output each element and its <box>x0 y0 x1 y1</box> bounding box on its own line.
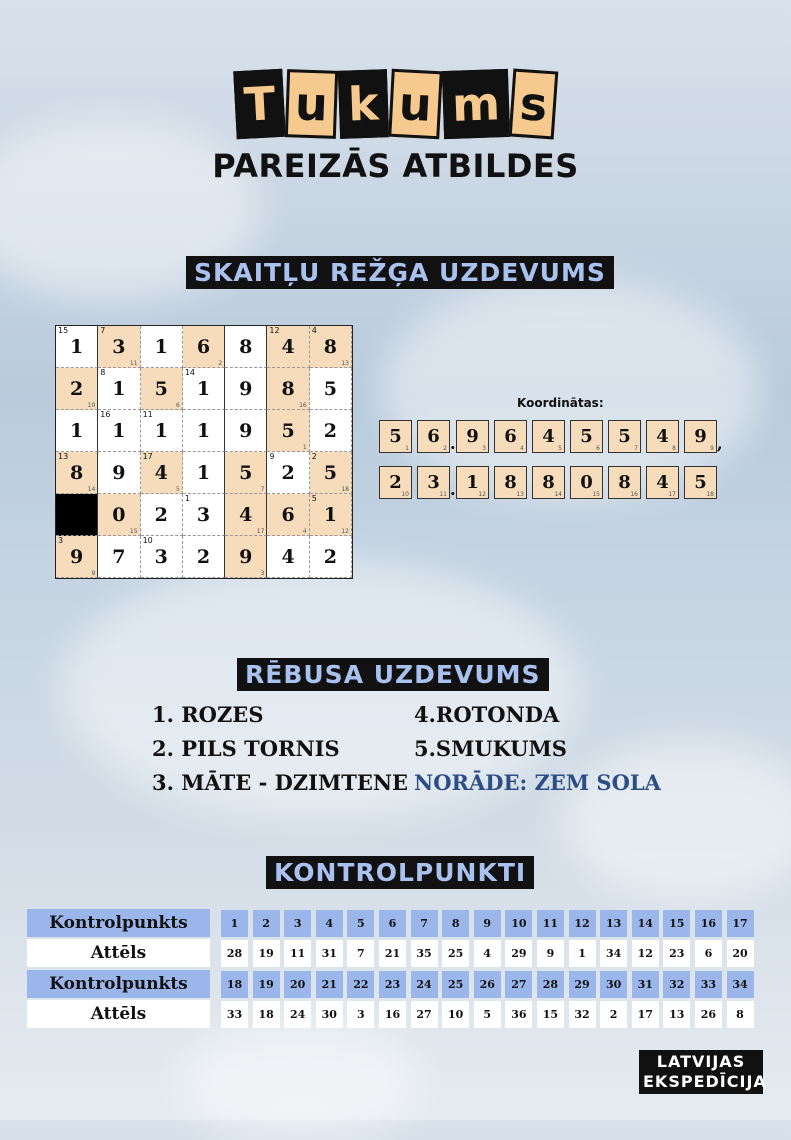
logo-line: LATVIJAS <box>656 1052 746 1071</box>
grid-cell <box>98 410 140 452</box>
kontrol-point: 5 <box>347 910 374 937</box>
cell-order: 6 <box>176 402 180 409</box>
grid-cell <box>267 452 309 494</box>
cell-value: 2 <box>323 545 337 568</box>
digit-value: 1 <box>466 472 479 493</box>
grid-cell <box>225 452 267 494</box>
title-logo <box>235 70 556 138</box>
title-letter: k <box>338 69 389 139</box>
coordinates-row-longitude <box>379 466 722 499</box>
cell-index: 15 <box>58 326 69 335</box>
rebus-answers-left <box>152 698 408 800</box>
cell-value: 5 <box>239 461 253 484</box>
coordinate-digit <box>379 466 412 499</box>
grid-cell <box>267 494 309 536</box>
cell-index: 3 <box>58 536 64 545</box>
digit-order: 9 <box>710 445 714 452</box>
rebus-answer: 3. MĀTE - DZIMTENE <box>152 770 409 795</box>
image-number: 16 <box>379 1001 406 1028</box>
kontrol-point: 11 <box>537 910 564 937</box>
grid-cell <box>267 326 309 368</box>
section-heading-kontrol: KONTROLPUNKTI <box>266 856 534 889</box>
cell-value: 1 <box>196 377 211 400</box>
cell-value: 9 <box>112 461 126 484</box>
cell-index: 8 <box>100 368 106 377</box>
digit-order: 2 <box>443 445 447 452</box>
image-number: 9 <box>537 940 564 967</box>
cell-value: 2 <box>154 503 168 526</box>
cell-value: 2 <box>323 419 337 442</box>
grid-cell <box>267 536 309 578</box>
grid-cell <box>141 368 183 410</box>
kontrol-point: 14 <box>632 910 659 937</box>
digit-order: 8 <box>672 445 676 452</box>
cell-index: 5 <box>311 494 317 503</box>
digit-order: 3 <box>482 445 486 452</box>
image-number: 26 <box>695 1001 722 1028</box>
image-number: 5 <box>474 1001 501 1028</box>
digit-value: 4 <box>656 472 669 493</box>
kontrol-point: 27 <box>505 971 532 998</box>
image-number: 10 <box>442 1001 469 1028</box>
cell-value: 9 <box>239 545 253 568</box>
kontrol-point: 28 <box>537 971 564 998</box>
kontrol-point: 3 <box>284 910 311 937</box>
cell-order: 14 <box>87 486 96 493</box>
grid-cell <box>183 536 225 578</box>
section-heading-rebus: RĒBUSA UZDEVUMS <box>237 658 549 691</box>
cell-value: 3 <box>112 335 126 358</box>
image-number: 12 <box>632 940 659 967</box>
grid-cell <box>310 410 352 452</box>
cell-value: 1 <box>323 503 337 526</box>
kontrol-point: 19 <box>253 971 280 998</box>
kontrol-point: 1 <box>221 910 248 937</box>
image-number: 6 <box>695 940 722 967</box>
cell-index: 7 <box>100 326 106 335</box>
cell-value: 8 <box>239 335 253 358</box>
image-number: 25 <box>442 940 469 967</box>
cell-index: 4 <box>311 326 317 335</box>
image-number: 35 <box>411 940 438 967</box>
image-number: 8 <box>727 1001 754 1028</box>
grid-cell <box>183 452 225 494</box>
rebus-answer: 4.ROTONDA <box>414 702 560 727</box>
digit-value: 4 <box>656 426 669 447</box>
cell-value: 8 <box>323 335 337 358</box>
digit-order: 5 <box>558 445 562 452</box>
cell-order: 9 <box>91 570 96 577</box>
image-number: 1 <box>569 940 596 967</box>
image-number: 33 <box>221 1001 248 1028</box>
image-number: 20 <box>727 940 754 967</box>
coordinate-digit <box>532 420 565 453</box>
digit-value: 9 <box>466 426 479 447</box>
coordinate-digit <box>684 420 717 453</box>
digit-order: 14 <box>554 491 562 498</box>
digit-order: 10 <box>401 491 409 498</box>
grid-cell <box>310 326 352 368</box>
grid-cell <box>310 452 352 494</box>
coordinate-digit <box>417 420 450 453</box>
grid-cell <box>183 326 225 368</box>
kontrol-point: 31 <box>632 971 659 998</box>
digit-value: 4 <box>542 426 555 447</box>
grid-cell <box>141 536 183 578</box>
coordinate-digit <box>417 466 450 499</box>
digit-value: 6 <box>504 426 517 447</box>
kontrol-point: 15 <box>663 910 690 937</box>
cell-order: 10 <box>87 402 96 409</box>
coordinate-separator: . <box>450 434 456 453</box>
digit-value: 5 <box>389 426 402 447</box>
image-number: 31 <box>316 940 343 967</box>
kontrol-point: 17 <box>727 910 754 937</box>
digit-order: 1 <box>405 445 409 452</box>
cell-value: 1 <box>112 419 126 442</box>
cell-value: 1 <box>154 335 168 358</box>
cell-value: 4 <box>154 461 168 484</box>
digit-order: 13 <box>516 491 524 498</box>
digit-value: 6 <box>427 426 440 447</box>
image-number: 23 <box>663 940 690 967</box>
image-number: 21 <box>379 940 406 967</box>
kontrol-point: 18 <box>221 971 248 998</box>
image-number: 7 <box>347 940 374 967</box>
coordinate-digit <box>608 420 641 453</box>
image-label: Attēls <box>27 1000 210 1028</box>
title-letter: u <box>285 69 338 139</box>
kontrol-row-images <box>27 1000 758 1028</box>
kontrol-point: 25 <box>442 971 469 998</box>
kontrol-point: 10 <box>505 910 532 937</box>
title-letter: u <box>388 69 442 140</box>
image-number: 29 <box>505 940 532 967</box>
cell-value: 8 <box>281 377 295 400</box>
title-letter: m <box>441 69 509 139</box>
rebus-answers-right <box>414 698 661 800</box>
grid-cell <box>56 452 98 494</box>
kontrol-point: 32 <box>663 971 690 998</box>
rebus-hint: NORĀDE: ZEM SOLA <box>414 770 661 795</box>
digit-value: 8 <box>542 472 555 493</box>
digit-value: 9 <box>694 426 707 447</box>
cell-index: 10 <box>142 536 153 545</box>
coordinate-digit <box>608 466 641 499</box>
title <box>0 70 791 138</box>
image-number: 28 <box>221 940 248 967</box>
coordinate-digit <box>532 466 565 499</box>
kontrol-point: 8 <box>442 910 469 937</box>
cell-value: 3 <box>196 503 211 526</box>
grid-cell <box>225 536 267 578</box>
digit-value: 5 <box>618 426 631 447</box>
cell-value: 1 <box>70 419 84 442</box>
cell-index: 1 <box>184 494 190 503</box>
cell-value: 5 <box>323 461 337 484</box>
cell-order: 12 <box>341 528 349 535</box>
cell-index: 14 <box>184 368 196 377</box>
digit-order: 12 <box>478 491 486 498</box>
grid-cell <box>225 494 267 536</box>
digit-order: 17 <box>668 491 676 498</box>
grid-cell <box>56 326 98 368</box>
image-number: 34 <box>600 940 627 967</box>
image-number: 2 <box>600 1001 627 1028</box>
kontrol-point: 29 <box>569 971 596 998</box>
cell-order: 16 <box>299 402 307 409</box>
kontrol-point: 20 <box>284 971 311 998</box>
cell-value: 2 <box>196 545 211 568</box>
cloud <box>180 1020 420 1140</box>
kontrol-point: 30 <box>600 971 627 998</box>
grid-cell <box>310 368 352 410</box>
kontrol-point: 34 <box>727 971 754 998</box>
number-grid <box>55 325 353 579</box>
cell-index: 17 <box>142 452 153 461</box>
grid-cell <box>183 368 225 410</box>
cell-value: 9 <box>70 545 84 568</box>
grid-cell <box>98 368 140 410</box>
cell-order: 4 <box>302 528 307 535</box>
cell-index: 2 <box>311 452 317 461</box>
cell-value: 5 <box>323 377 337 400</box>
grid-cell <box>183 410 225 452</box>
digit-order: 6 <box>596 445 600 452</box>
image-number: 19 <box>253 940 280 967</box>
cell-value: 4 <box>281 335 295 358</box>
coordinate-separator: . <box>450 480 456 499</box>
cell-order: 3 <box>260 570 265 577</box>
image-number: 3 <box>347 1001 374 1028</box>
coordinate-digit <box>684 466 717 499</box>
coordinate-digit <box>646 420 679 453</box>
kontrol-point: 21 <box>316 971 343 998</box>
grid-cell <box>310 494 352 536</box>
kontrol-point: 16 <box>695 910 722 937</box>
image-number: 30 <box>316 1001 343 1028</box>
cell-order: 15 <box>129 528 138 535</box>
coordinate-digit <box>456 466 489 499</box>
cell-order: 7 <box>260 486 265 493</box>
cell-index: 12 <box>269 326 280 335</box>
cell-order: 5 <box>176 486 180 493</box>
rebus-answer: 2. PILS TORNIS <box>152 736 340 761</box>
digit-value: 3 <box>427 472 440 493</box>
coordinate-separator: , <box>717 434 723 453</box>
section-heading-grid: SKAITĻU REŽĢA UZDEVUMS <box>186 256 614 289</box>
grid-cell <box>141 494 183 536</box>
cell-index: 16 <box>100 410 111 419</box>
coordinate-digit <box>494 466 527 499</box>
kontrol-point: 24 <box>411 971 438 998</box>
kontrol-row-images <box>27 939 758 967</box>
rebus-answer: 5.SMUKUMS <box>414 736 567 761</box>
cell-order: 13 <box>341 360 349 367</box>
image-number: 15 <box>537 1001 564 1028</box>
kontrol-row-points <box>27 970 758 998</box>
digit-value: 5 <box>694 472 707 493</box>
coordinate-digit <box>646 466 679 499</box>
image-number: 27 <box>411 1001 438 1028</box>
kontrol-point: 23 <box>379 971 406 998</box>
kontrol-point: 26 <box>474 971 501 998</box>
cell-order: 1 <box>302 444 307 451</box>
cell-value: 1 <box>112 377 126 400</box>
cell-value: 6 <box>196 335 211 358</box>
grid-cell <box>310 536 352 578</box>
image-label: Attēls <box>27 939 210 967</box>
kontrol-label: Kontrolpunkts <box>27 970 210 998</box>
image-number: 24 <box>284 1001 311 1028</box>
cell-value: 6 <box>281 503 295 526</box>
coordinates-label: Koordinātas: <box>517 396 604 410</box>
kontrol-label: Kontrolpunkts <box>27 909 210 937</box>
cell-value: 4 <box>239 503 253 526</box>
digit-value: 5 <box>580 426 593 447</box>
digit-value: 0 <box>580 472 593 493</box>
kontrol-point: 12 <box>569 910 596 937</box>
grid-cell-blank <box>56 494 98 536</box>
grid-cell <box>98 452 140 494</box>
cell-value: 2 <box>70 377 84 400</box>
coordinate-digit <box>494 420 527 453</box>
grid-cell <box>98 326 140 368</box>
grid-cell <box>98 494 140 536</box>
title-letter: T <box>233 69 286 139</box>
kontrol-point: 22 <box>347 971 374 998</box>
digit-order: 11 <box>439 491 447 498</box>
grid-cell <box>56 368 98 410</box>
kontrol-point: 2 <box>253 910 280 937</box>
cell-value: 1 <box>154 419 168 442</box>
cell-value: 9 <box>239 377 253 400</box>
coordinate-digit <box>379 420 412 453</box>
grid-cell <box>56 410 98 452</box>
cell-value: 1 <box>196 461 211 484</box>
grid-cell <box>225 410 267 452</box>
kontrol-row-points <box>27 909 758 937</box>
cell-index: 13 <box>58 452 69 461</box>
cell-order: 18 <box>341 486 349 493</box>
kontrol-point: 4 <box>316 910 343 937</box>
cell-value: 5 <box>154 377 168 400</box>
kontrol-point: 33 <box>695 971 722 998</box>
cell-order: 11 <box>129 360 138 367</box>
digit-value: 2 <box>389 472 402 493</box>
page-subtitle: PAREIZĀS ATBILDES <box>212 147 579 185</box>
grid-cell <box>225 368 267 410</box>
image-number: 18 <box>253 1001 280 1028</box>
image-number: 4 <box>474 940 501 967</box>
grid-cell <box>267 368 309 410</box>
digit-value: 8 <box>618 472 631 493</box>
cell-value: 3 <box>154 545 168 568</box>
cell-value: 8 <box>70 461 84 484</box>
grid-cell <box>56 536 98 578</box>
cell-value: 4 <box>281 545 295 568</box>
digit-order: 16 <box>630 491 638 498</box>
kontrol-point: 9 <box>474 910 501 937</box>
digit-order: 4 <box>520 445 524 452</box>
cell-index: 11 <box>142 410 153 419</box>
cell-order: 17 <box>256 528 265 535</box>
rebus-answer: 1. ROZES <box>152 702 264 727</box>
grid-cell <box>225 326 267 368</box>
image-number: 32 <box>569 1001 596 1028</box>
digit-order: 18 <box>706 491 714 498</box>
brand-logo <box>639 1050 767 1094</box>
logo-line: EKSPEDĪCIJA <box>643 1072 767 1091</box>
title-letter: s <box>508 68 558 139</box>
digit-value: 8 <box>504 472 517 493</box>
cell-value: 1 <box>196 419 211 442</box>
kontrol-table <box>27 909 758 969</box>
grid-cell <box>183 494 225 536</box>
cell-value: 5 <box>281 419 295 442</box>
kontrol-table <box>27 970 758 1030</box>
cell-value: 2 <box>281 461 295 484</box>
cell-value: 1 <box>70 335 84 358</box>
grid-cell <box>98 536 140 578</box>
image-number: 17 <box>632 1001 659 1028</box>
digit-order: 15 <box>592 491 600 498</box>
kontrol-point: 13 <box>600 910 627 937</box>
image-number: 13 <box>663 1001 690 1028</box>
grid-cell <box>267 410 309 452</box>
grid-cell <box>141 410 183 452</box>
coordinates-row-latitude <box>379 420 723 453</box>
coordinate-digit <box>456 420 489 453</box>
kontrol-point: 7 <box>411 910 438 937</box>
cell-order: 2 <box>218 360 223 367</box>
kontrol-point: 6 <box>379 910 406 937</box>
cell-value: 7 <box>112 545 126 568</box>
digit-order: 7 <box>634 445 638 452</box>
grid-cell <box>141 326 183 368</box>
image-number: 36 <box>505 1001 532 1028</box>
image-number: 11 <box>284 940 311 967</box>
coordinate-digit <box>570 466 603 499</box>
cell-index: 9 <box>269 452 275 461</box>
cell-value: 0 <box>112 503 126 526</box>
coordinate-digit <box>570 420 603 453</box>
grid-cell <box>141 452 183 494</box>
cell-value: 9 <box>239 419 253 442</box>
